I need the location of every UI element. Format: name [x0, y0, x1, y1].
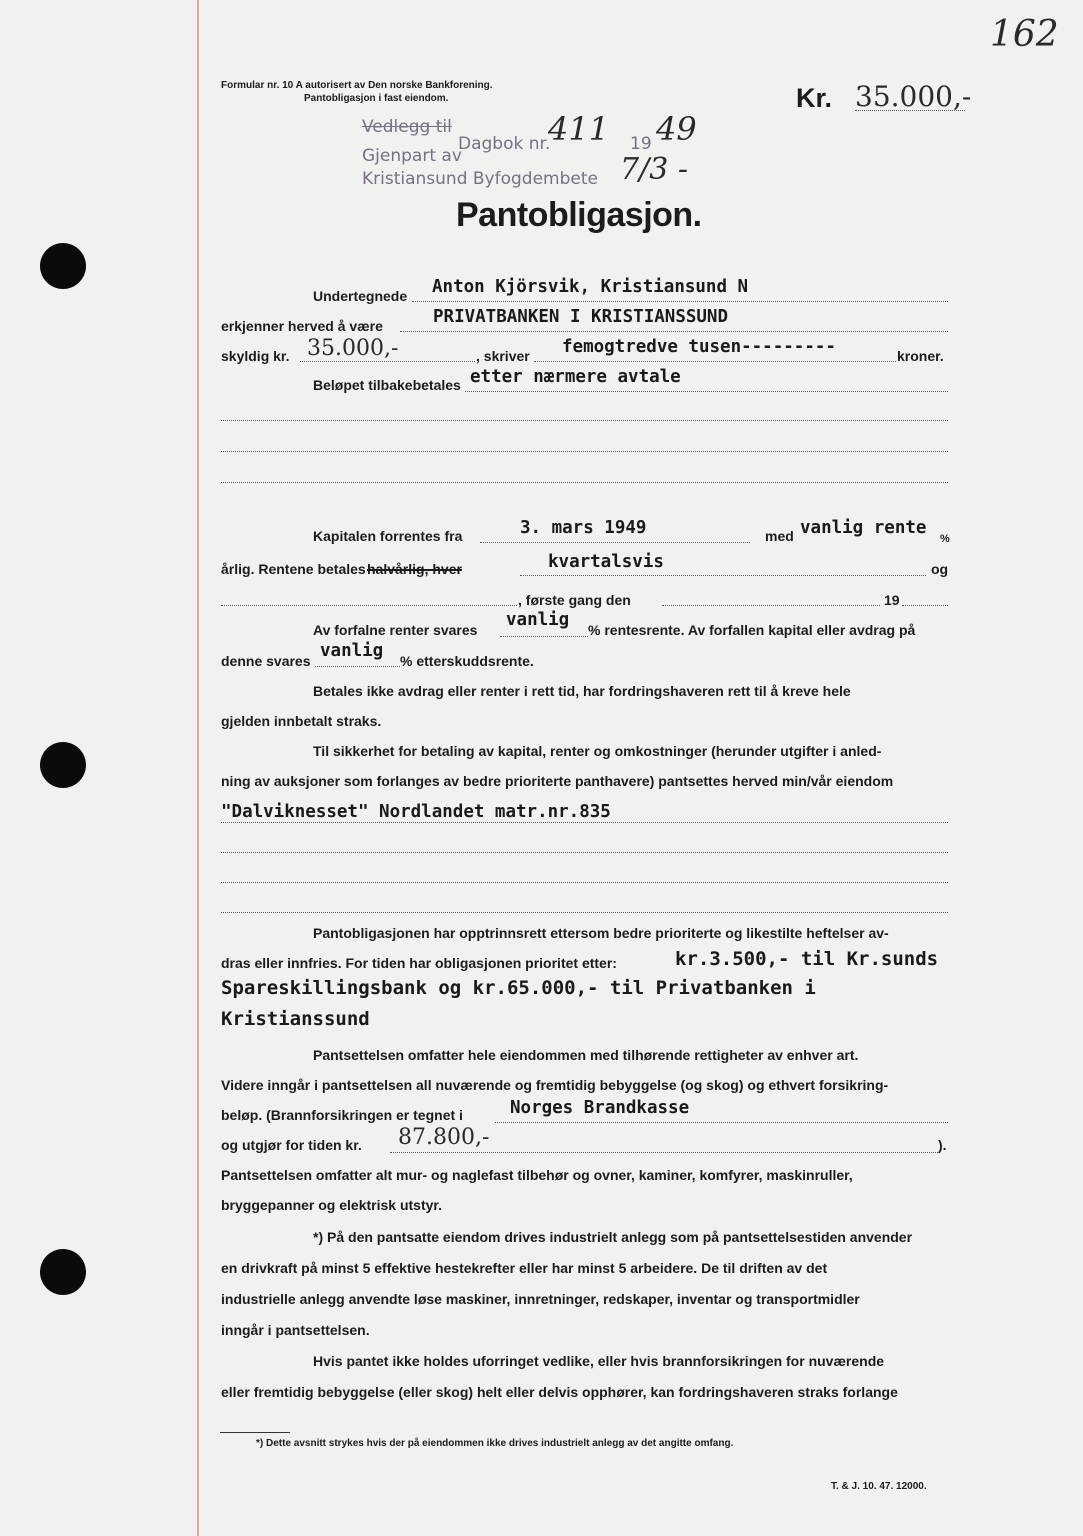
rule [221, 852, 948, 853]
rule [500, 636, 588, 637]
rentesrente-label: % rentesrente. Av forfallen kapital eller avdrag på [588, 622, 916, 638]
paragraph-line: en drivkraft på minst 5 effektive hestekrefter eller har minst 5 arbeidere. De til driften av det [221, 1260, 828, 1276]
prior-line-1: kr.3.500,- til Kr.sunds [675, 948, 939, 970]
form-line-1: Formular nr. 10 A autorisert av Den norske Bankforening. [221, 80, 493, 91]
period-value: kvartalsvis [548, 552, 664, 572]
paragraph-line: Pantsettelsen omfatter hele eiendommen med tilhørende rettigheter av enhver art. [313, 1047, 859, 1063]
kapitalen-label: Kapitalen forrentes fra [313, 528, 463, 544]
stamp-year-prefix: 19 [630, 134, 652, 154]
rule [902, 605, 948, 606]
stamp-line-4: Kristiansund Byfogdembete [362, 169, 598, 189]
property-value: "Dalviknesset" Nordlandet matr.nr.835 [221, 802, 611, 822]
paragraph-line: inngår i pantsettelsen. [221, 1322, 370, 1338]
prior-line-3: Kristianssund [221, 1008, 370, 1030]
stamp-dagbok-label: Dagbok nr. [458, 134, 551, 154]
paragraph-line: bryggepanner og elektrisk utstyr. [221, 1197, 442, 1213]
rente1-value: vanlig [506, 610, 570, 630]
rule [221, 451, 948, 452]
paragraph-line: Betales ikke avdrag eller renter i rett tid, har fordringshaveren rett til å kreve hele [313, 683, 851, 699]
avforfalne-label: Av forfalne renter svares [313, 622, 478, 638]
punch-hole [40, 1249, 86, 1295]
year-label: 19 [884, 592, 900, 608]
rule [315, 666, 400, 667]
footnote-rule [220, 1432, 290, 1433]
margin-line [197, 0, 199, 1536]
rule [221, 605, 517, 606]
paragraph-line: Til sikkerhet for betaling av kapital, renter og omkostninger (herunder utgifter i anled- [313, 743, 882, 759]
paragraph-line: beløp. (Brannforsikringen er tegnet i [221, 1107, 463, 1123]
insurer-value: Norges Brandkasse [510, 1098, 690, 1118]
stamp-dagbok-number: 411 [548, 110, 610, 148]
arlig-label: årlig. Rentene betales [221, 561, 366, 577]
paragraph-line: Videre inngår i pantsettelsen all nuværende og fremtidig bebyggelse (og skog) og ethvert forsikring- [221, 1077, 889, 1093]
amount-words-value: femogtredve tusen--------- [562, 337, 836, 357]
kroner-label: kroner. [897, 348, 944, 364]
form-line-2: Pantobligasjon i fast eiendom. [304, 93, 449, 104]
stamp-date: 7/3 - [620, 152, 688, 187]
punch-hole [40, 243, 86, 289]
paragraph-line: gjelden innbetalt straks. [221, 713, 382, 729]
stamp-year: 49 [656, 110, 697, 148]
erkjenner-label: erkjenner herved å være [221, 318, 383, 334]
belopet-label: Beløpet tilbakebetales [313, 377, 461, 393]
paragraph-line: Pantobligasjonen har opptrinnsrett ettersom bedre prioriterte og likestilte heftelser av- [313, 925, 889, 941]
document-title: Pantobligasjon. [456, 196, 702, 234]
skriver-label: , skriver [476, 348, 530, 364]
paragraph-line: *) På den pantsatte eiendom drives industrielt anlegg som på pantsettelsestiden anvender [313, 1229, 913, 1245]
rate-value: vanlig rente [800, 518, 927, 538]
skyldig-label: skyldig kr. [221, 348, 290, 364]
rule [221, 912, 948, 913]
rule [520, 575, 926, 576]
stamp-line-1: Vedlegg til [362, 117, 452, 137]
rule [221, 822, 948, 823]
undertegnede-label: Undertegnede [313, 288, 408, 304]
forste-label: , første gang den [518, 592, 631, 608]
rule [400, 331, 948, 332]
paragraph-line: og utgjør for tiden kr. [221, 1137, 362, 1153]
etterskudd-label: % etterskuddsrente. [400, 653, 534, 669]
percent-sign: % [940, 533, 950, 545]
struck-text: halvårlig, hver [367, 561, 462, 577]
creditor-value: PRIVATBANKEN I KRISTIANSSUND [433, 307, 729, 327]
kr-amount: 35.000,- [855, 80, 972, 113]
paragraph-line: Pantsettelsen omfatter alt mur- og naglefast tilbehør og ovner, kaminer, komfyrer, maskinruller, [221, 1167, 853, 1183]
rule [534, 361, 896, 362]
rule [221, 420, 948, 421]
undertegnede-value: Anton Kjörsvik, Kristiansund N [432, 277, 749, 297]
from-date-value: 3. mars 1949 [520, 518, 647, 538]
rule [465, 391, 948, 392]
prior-line-2: Spareskillingsbank og kr.65.000,- til Privatbanken i [221, 977, 816, 999]
rule [221, 882, 948, 883]
stamp-line-3: Gjenpart av [362, 146, 462, 166]
printer-mark: T. & J. 10. 47. 12000. [831, 1481, 927, 1492]
page-number: 162 [990, 14, 1059, 55]
rule [480, 542, 750, 543]
paragraph-line: eller fremtidig bebyggelse (eller skog) helt eller delvis opphører, kan fordringshaveren straks forlange [221, 1384, 898, 1400]
paragraph-line: dras eller innfries. For tiden har obligasjonen prioritet etter: [221, 955, 617, 971]
rule [221, 482, 948, 483]
rule [412, 301, 948, 302]
paragraph-line: Hvis pantet ikke holdes uforringet vedlike, eller hvis brannforsikringen for nuværende [313, 1353, 885, 1369]
paragraph-line: ning av auksjoner som forlanges av bedre prioriterte panthavere) pantsettes herved min/vår eiendom [221, 773, 894, 789]
med-label: med [765, 528, 794, 544]
paragraph-line: industrielle anlegg anvendte løse maskiner, innretninger, redskaper, inventar og transportmidler [221, 1291, 860, 1307]
paragraph-line: ). [938, 1137, 947, 1153]
kr-label: Kr. [796, 83, 833, 113]
kr-rule [855, 110, 965, 111]
amount-value: 35.000,- [307, 336, 399, 361]
og-label: og [931, 561, 949, 577]
rule [495, 1122, 948, 1123]
rente2-value: vanlig [320, 641, 384, 661]
denne-label: denne svares [221, 653, 311, 669]
rule [300, 361, 475, 362]
rule [390, 1152, 938, 1153]
rule [662, 605, 880, 606]
footnote-text: *) Dette avsnitt strykes hvis der på eiendommen ikke drives industrielt anlegg av det angitte omfang. [256, 1438, 734, 1449]
punch-hole [40, 742, 86, 788]
insured-amount-value: 87.800,- [398, 1125, 490, 1150]
repayment-value: etter nærmere avtale [470, 367, 681, 387]
